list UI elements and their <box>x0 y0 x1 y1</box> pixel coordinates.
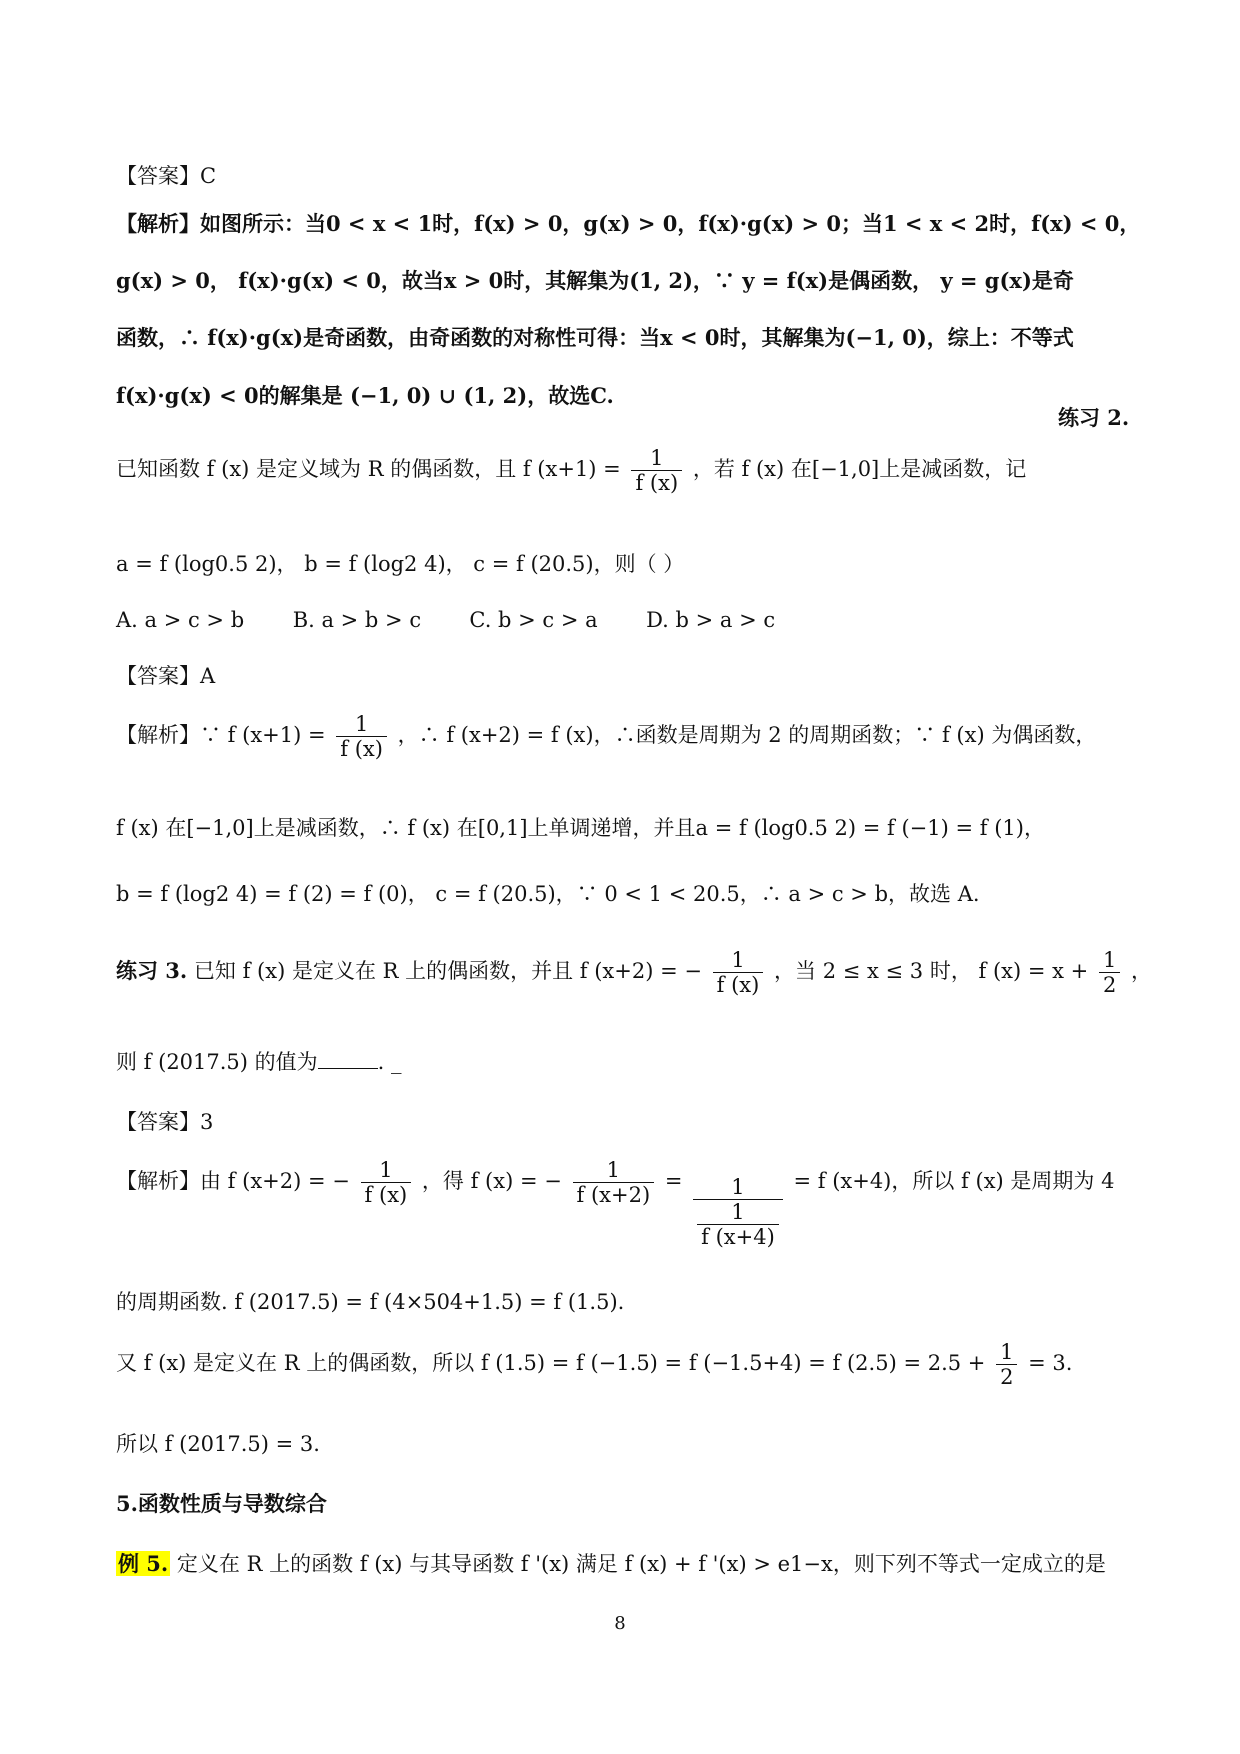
fraction-numerator: 1 <box>379 1158 393 1182</box>
option-d: D. b > a > c <box>646 608 776 632</box>
fraction <box>996 1340 1017 1389</box>
inner-fraction-numerator: 1 <box>731 1200 745 1224</box>
exercise-3-part-a: 已知 f (x) 是定义在 R 上的偶函数，并且 f (x+2) = − <box>193 959 702 983</box>
fraction-numerator: 1 <box>731 948 745 972</box>
compound-fraction <box>693 1175 783 1249</box>
fraction-denominator: f (x+2) <box>573 1182 655 1207</box>
exercise-2-q1-part-b: ，若 f (x) 在[−1,0]上是减函数，记 <box>692 457 1027 481</box>
analysis-3-part-d: = f (x+4)，所以 f (x) 是周期为 4 <box>793 1169 1115 1193</box>
fraction-denominator: f (x) <box>336 736 387 761</box>
analysis-2-part-b: ，∴ f (x+2) = f (x)，∴函数是周期为 2 的周期函数；∵ f (x) 为偶函数， <box>397 723 1097 747</box>
option-a: A. a > c > b <box>116 608 245 632</box>
exercise-3-part-b: ，当 2 ≤ x ≤ 3 时， f (x) = x + <box>774 959 1089 983</box>
answer-blank[interactable] <box>318 1050 378 1069</box>
answer-3: 【答案】3 <box>116 1110 214 1134</box>
inner-fraction-denominator: f (x+4) <box>697 1224 779 1249</box>
example-5-label: 例 5. <box>118 1551 169 1576</box>
fraction <box>631 446 682 495</box>
analysis-1-line-2: g(x) > 0， f(x)·g(x) < 0，故当x > 0时，其解集为(1, 2)，∵ y = f(x)是偶函数， y = g(x)是奇 <box>116 268 1074 293</box>
fraction-denominator: 2 <box>1099 972 1120 997</box>
exercise-2-question-line-1 <box>116 446 1026 495</box>
exercise-3-q2-a: 则 f (2017.5) 的值为 <box>116 1050 318 1074</box>
fraction-numerator: 1 <box>606 1158 621 1182</box>
analysis-1-line-1: 【解析】如图所示：当0 < x < 1时，f(x) > 0，g(x) > 0，f(x)·g(x) > 0；当1 < x < 2时，f(x) < 0， <box>116 211 1141 236</box>
option-c: C. b > c > a <box>469 608 598 632</box>
analysis-3-part-b: ，得 f (x) = − <box>421 1169 562 1193</box>
exercise-2-options <box>116 608 775 632</box>
example-5-line <box>116 1548 1106 1578</box>
exercise-3-part-c: ， <box>1131 959 1153 983</box>
analysis-3-part-c: = <box>664 1169 683 1193</box>
exercise-2-label: 练习 2. <box>1058 405 1130 430</box>
exercise-3-q2-b: . _ <box>377 1050 402 1074</box>
answer-2: 【答案】A <box>116 664 216 688</box>
inner-fraction <box>697 1200 779 1249</box>
exercise-2-q1-part-a: 已知函数 f (x) 是定义域为 R 的偶函数，且 f (x+1) = <box>116 457 621 481</box>
analysis-3-l3-b: = 3. <box>1028 1351 1073 1375</box>
fraction-numerator: 1 <box>1000 1340 1014 1364</box>
exercise-3-line-1 <box>116 948 1152 997</box>
analysis-1-line-4: f(x)·g(x) < 0的解集是 (−1, 0) ∪ (1, 2)，故选C. <box>116 383 614 408</box>
analysis-3-line-4: 所以 f (2017.5) = 3. <box>116 1432 320 1456</box>
fraction-denominator: f (x) <box>631 470 682 495</box>
analysis-2-line-2: f (x) 在[−1,0]上是减函数，∴ f (x) 在[0,1]上单调递增，并且a = f (log0.5 2) = f (−1) = f (1)， <box>116 816 1045 840</box>
page-number: 8 <box>614 1613 626 1634</box>
analysis-2-line-3: b = f (log2 4) = f (2) = f (0)， c = f (20.5)，∵ 0 < 1 < 20.5，∴ a > c > b，故选 A. <box>116 882 980 906</box>
exercise-2-question-line-2: a = f (log0.5 2)， b = f (log2 4)， c = f (20.5)，则（ ） <box>116 552 685 576</box>
analysis-3-l3-a: 又 f (x) 是定义在 R 上的偶函数，所以 f (1.5) = f (−1.5) = f (−1.5+4) = f (2.5) = 2.5 + <box>116 1351 986 1375</box>
answer-1: 【答案】C <box>116 164 217 188</box>
fraction-numerator: 1 <box>731 1175 745 1199</box>
analysis-1-line-3: 函数，∴ f(x)·g(x)是奇函数，由奇函数的对称性可得：当x < 0时，其解集为(−1, 0)，综上：不等式 <box>116 325 1074 350</box>
fraction <box>1099 948 1120 997</box>
section-5-title: 5.函数性质与导数综合 <box>116 1491 327 1516</box>
fraction-denominator: f (x) <box>361 1182 412 1207</box>
analysis-2-part-a: 【解析】∵ f (x+1) = <box>116 723 326 747</box>
analysis-3-line-3 <box>116 1340 1072 1389</box>
fraction-denominator: f (x) <box>713 972 764 997</box>
analysis-3-line-2: 的周期函数. f (2017.5) = f (4×504+1.5) = f (1.5). <box>116 1290 625 1314</box>
fraction <box>361 1158 412 1207</box>
fraction-numerator: 1 <box>1102 948 1117 972</box>
fraction-numerator: 1 <box>650 446 664 470</box>
fraction-numerator: 1 <box>354 712 369 736</box>
fraction-denominator <box>693 1199 783 1249</box>
analysis-3-line-1 <box>116 1158 1114 1249</box>
option-b: B. a > b > c <box>292 608 422 632</box>
fraction <box>336 712 387 761</box>
analysis-2-line-1 <box>116 712 1096 761</box>
analysis-3-part-a: 【解析】由 f (x+2) = − <box>116 1169 350 1193</box>
fraction <box>573 1158 655 1207</box>
fraction-denominator: 2 <box>996 1364 1017 1389</box>
example-5-text: 定义在 R 上的函数 f (x) 与其导函数 f '(x) 满足 f (x) + f '(x) > e1−x，则下列不等式一定成立的是 <box>176 1552 1106 1576</box>
exercise-3-label: 练习 3. <box>116 958 188 983</box>
fraction <box>713 948 764 997</box>
exercise-3-line-2 <box>116 1046 402 1076</box>
